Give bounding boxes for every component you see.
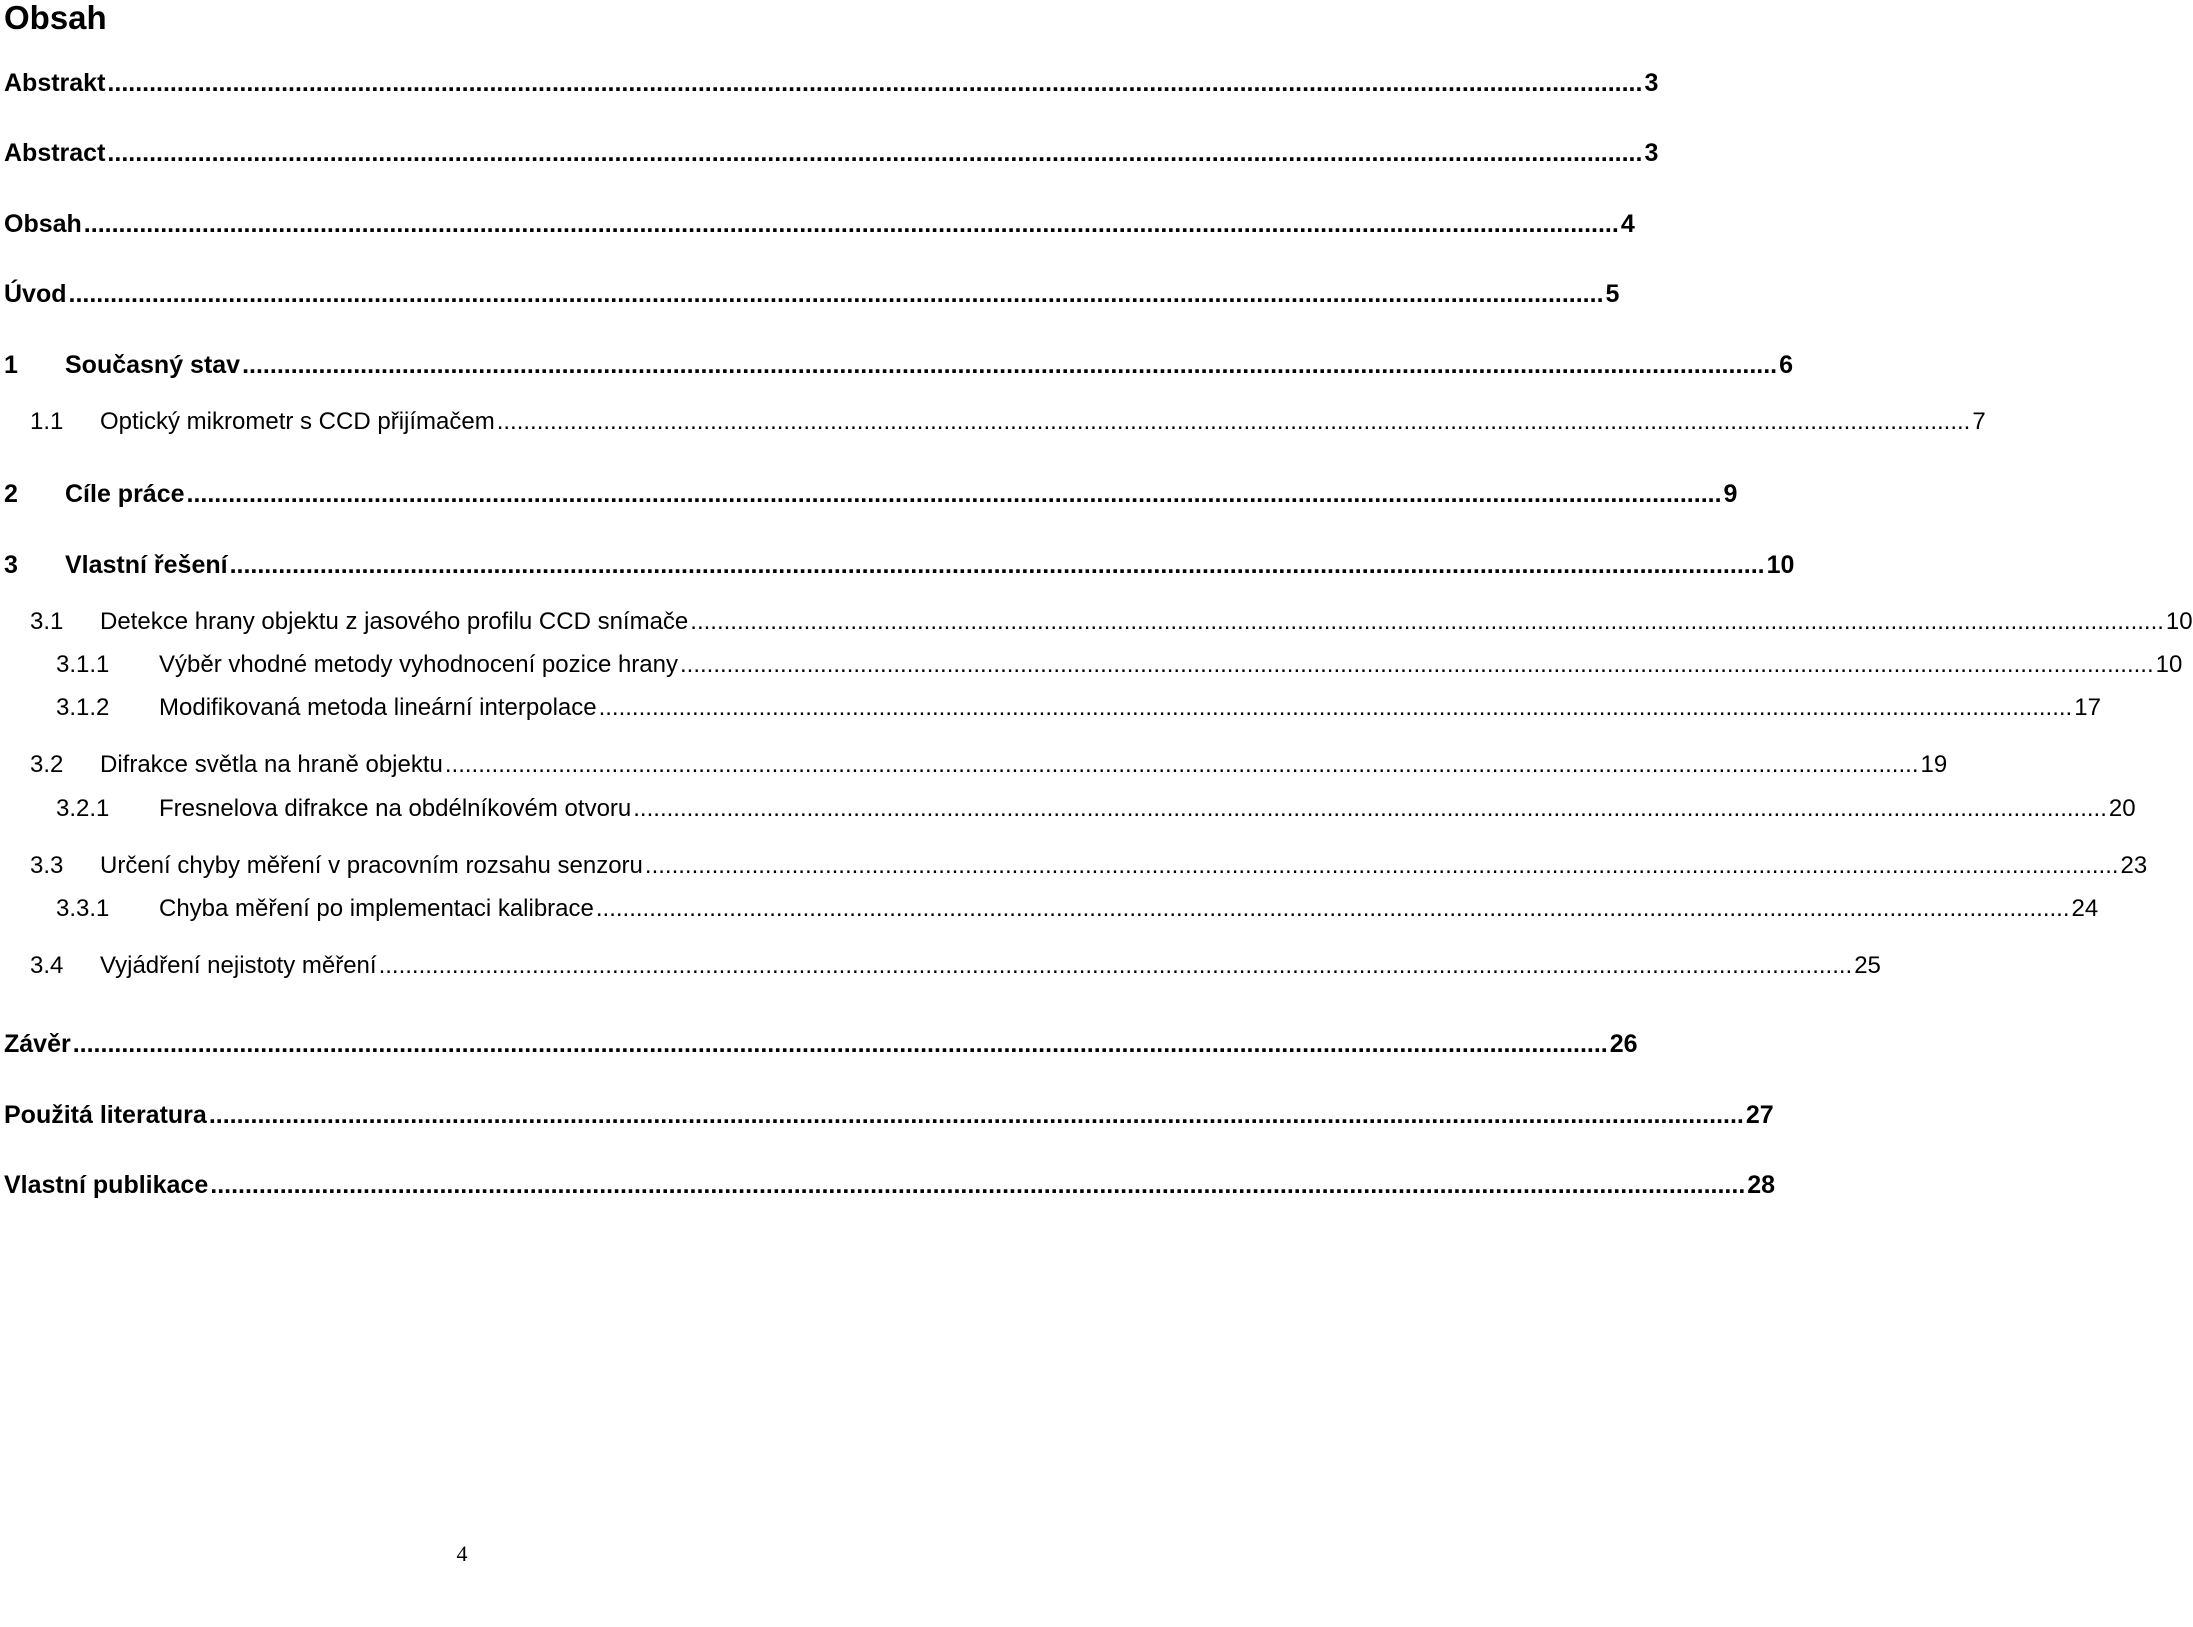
dot-leader: [497, 408, 1971, 436]
toc-entry-section-3-1[interactable]: [30, 604, 2193, 636]
toc-entry-number: 2: [4, 480, 18, 508]
toc-entry-title: Vyjádření nejistoty měření: [100, 952, 377, 979]
toc-entry-page: 23: [2120, 852, 2148, 879]
toc-entry-title: Detekce hrany objektu z jasového profilu CCD snímače: [100, 608, 689, 635]
toc-entry-title: Chyba měření po implementaci kalibrace: [159, 895, 594, 922]
dot-leader: [107, 139, 1642, 168]
toc-entry-title: Určení chyby měření v pracovním rozsahu senzoru: [100, 852, 643, 879]
toc-entry-page: 19: [1920, 751, 1948, 778]
dot-leader: [84, 210, 1619, 239]
dot-leader: [596, 895, 2070, 923]
toc-entry-title: Vlastní řešení: [65, 551, 228, 579]
dot-leader: [645, 852, 2119, 880]
dot-leader: [445, 751, 1919, 779]
dot-leader: [633, 795, 2107, 823]
toc-entry-title: Cíle práce: [65, 480, 185, 508]
toc-entry-number: 3.1: [30, 608, 64, 635]
toc-entry-page: 9: [1723, 480, 1738, 508]
toc-entry-obsah[interactable]: [4, 207, 1635, 239]
toc-entry-title: Vlastní publikace: [4, 1171, 209, 1199]
toc-entry-page: 26: [1609, 1030, 1638, 1058]
toc-entry-number: 3.3: [30, 852, 64, 879]
toc-entry-number: 3.1.1: [56, 651, 110, 678]
dot-leader: [69, 280, 1604, 309]
toc-entry-page: 4: [1620, 210, 1635, 238]
toc-entry-section-1-1[interactable]: [30, 404, 1986, 436]
toc-entry-number: 1.1: [30, 408, 64, 435]
toc-entry-number: 3.2.1: [56, 795, 110, 822]
toc-entry-vlastni-publikace[interactable]: [4, 1168, 1776, 1200]
toc-entry-title: Obsah: [4, 210, 82, 238]
toc-entry-section-3-2[interactable]: [30, 747, 1948, 779]
toc-entry-section-3-3-1[interactable]: [56, 891, 2099, 923]
toc-entry-chapter-3[interactable]: [4, 548, 1795, 580]
toc-entry-title: Abstrakt: [4, 69, 106, 97]
dot-leader: [690, 608, 2164, 636]
toc-entry-page: 5: [1605, 280, 1620, 308]
toc-entry-page: 10: [2165, 608, 2193, 635]
dot-leader: [209, 1101, 1744, 1130]
dot-leader: [379, 952, 1853, 980]
dot-leader: [230, 551, 1765, 580]
dot-leader: [73, 1030, 1608, 1059]
page-title: Obsah: [4, 0, 107, 36]
toc-entry-title: Závěr: [4, 1030, 71, 1058]
toc-entry-title: Současný stav: [65, 351, 241, 379]
dot-leader: [210, 1171, 1745, 1200]
toc-entry-page: 3: [1644, 139, 1659, 167]
toc-entry-chapter-1[interactable]: [4, 348, 1794, 380]
toc-entry-number: 3: [4, 551, 18, 579]
toc-entry-uvod[interactable]: [4, 277, 1620, 309]
toc-entry-title: Abstract: [4, 139, 106, 167]
toc-entry-section-3-4[interactable]: [30, 948, 1881, 980]
toc-entry-page: 3: [1644, 69, 1659, 97]
dot-leader: [187, 480, 1722, 509]
toc-entry-number: 3.2: [30, 751, 64, 778]
toc-entry-pouzita-literatura[interactable]: [4, 1098, 1774, 1130]
toc-entry-page: 25: [1854, 952, 1881, 979]
toc-entry-title: Výběr vhodné metody vyhodnocení pozice hrany: [159, 651, 678, 678]
toc-entry-title: Difrakce světla na hraně objektu: [100, 751, 443, 778]
page-number: 4: [456, 1541, 468, 1566]
toc-entry-number: 3.4: [30, 952, 64, 979]
toc-entry-page: 28: [1747, 1171, 1776, 1199]
toc-entry-number: 1: [4, 351, 18, 379]
toc-entry-title: Optický mikrometr s CCD přijímačem: [100, 408, 495, 435]
toc-entry-title: Úvod: [4, 280, 67, 308]
toc-entry-chapter-2[interactable]: [4, 477, 1738, 509]
toc-entry-page: 10: [1766, 551, 1795, 579]
toc-entry-zaver[interactable]: [4, 1027, 1638, 1059]
toc-entry-title: Modifikovaná metoda lineární interpolace: [159, 694, 597, 721]
toc-entry-abstrakt[interactable]: [4, 66, 1659, 98]
toc-entry-section-3-1-1[interactable]: [56, 647, 2183, 679]
toc-entry-page: 7: [1972, 408, 1986, 435]
toc-entry-section-3-3[interactable]: [30, 848, 2148, 880]
toc-entry-page: 20: [2108, 795, 2136, 822]
toc-entry-title: Použitá literatura: [4, 1101, 207, 1129]
dot-leader: [107, 69, 1642, 98]
dot-leader: [242, 351, 1777, 380]
toc-entry-abstract[interactable]: [4, 136, 1659, 168]
toc-entry-number: 3.3.1: [56, 895, 110, 922]
dot-leader: [599, 694, 2073, 722]
toc-entry-page: 10: [2155, 651, 2183, 678]
toc-entry-section-3-1-2[interactable]: [56, 690, 2101, 722]
toc-entry-title: Fresnelova difrakce na obdélníkovém otvoru: [159, 795, 632, 822]
toc-entry-section-3-2-1[interactable]: [56, 791, 2136, 823]
toc-entry-page: 6: [1779, 351, 1794, 379]
toc-entry-page: 17: [2074, 694, 2101, 721]
dot-leader: [680, 651, 2154, 679]
toc-entry-number: 3.1.2: [56, 694, 110, 721]
toc-entry-page: 24: [2071, 895, 2099, 922]
toc-entry-page: 27: [1745, 1101, 1774, 1129]
